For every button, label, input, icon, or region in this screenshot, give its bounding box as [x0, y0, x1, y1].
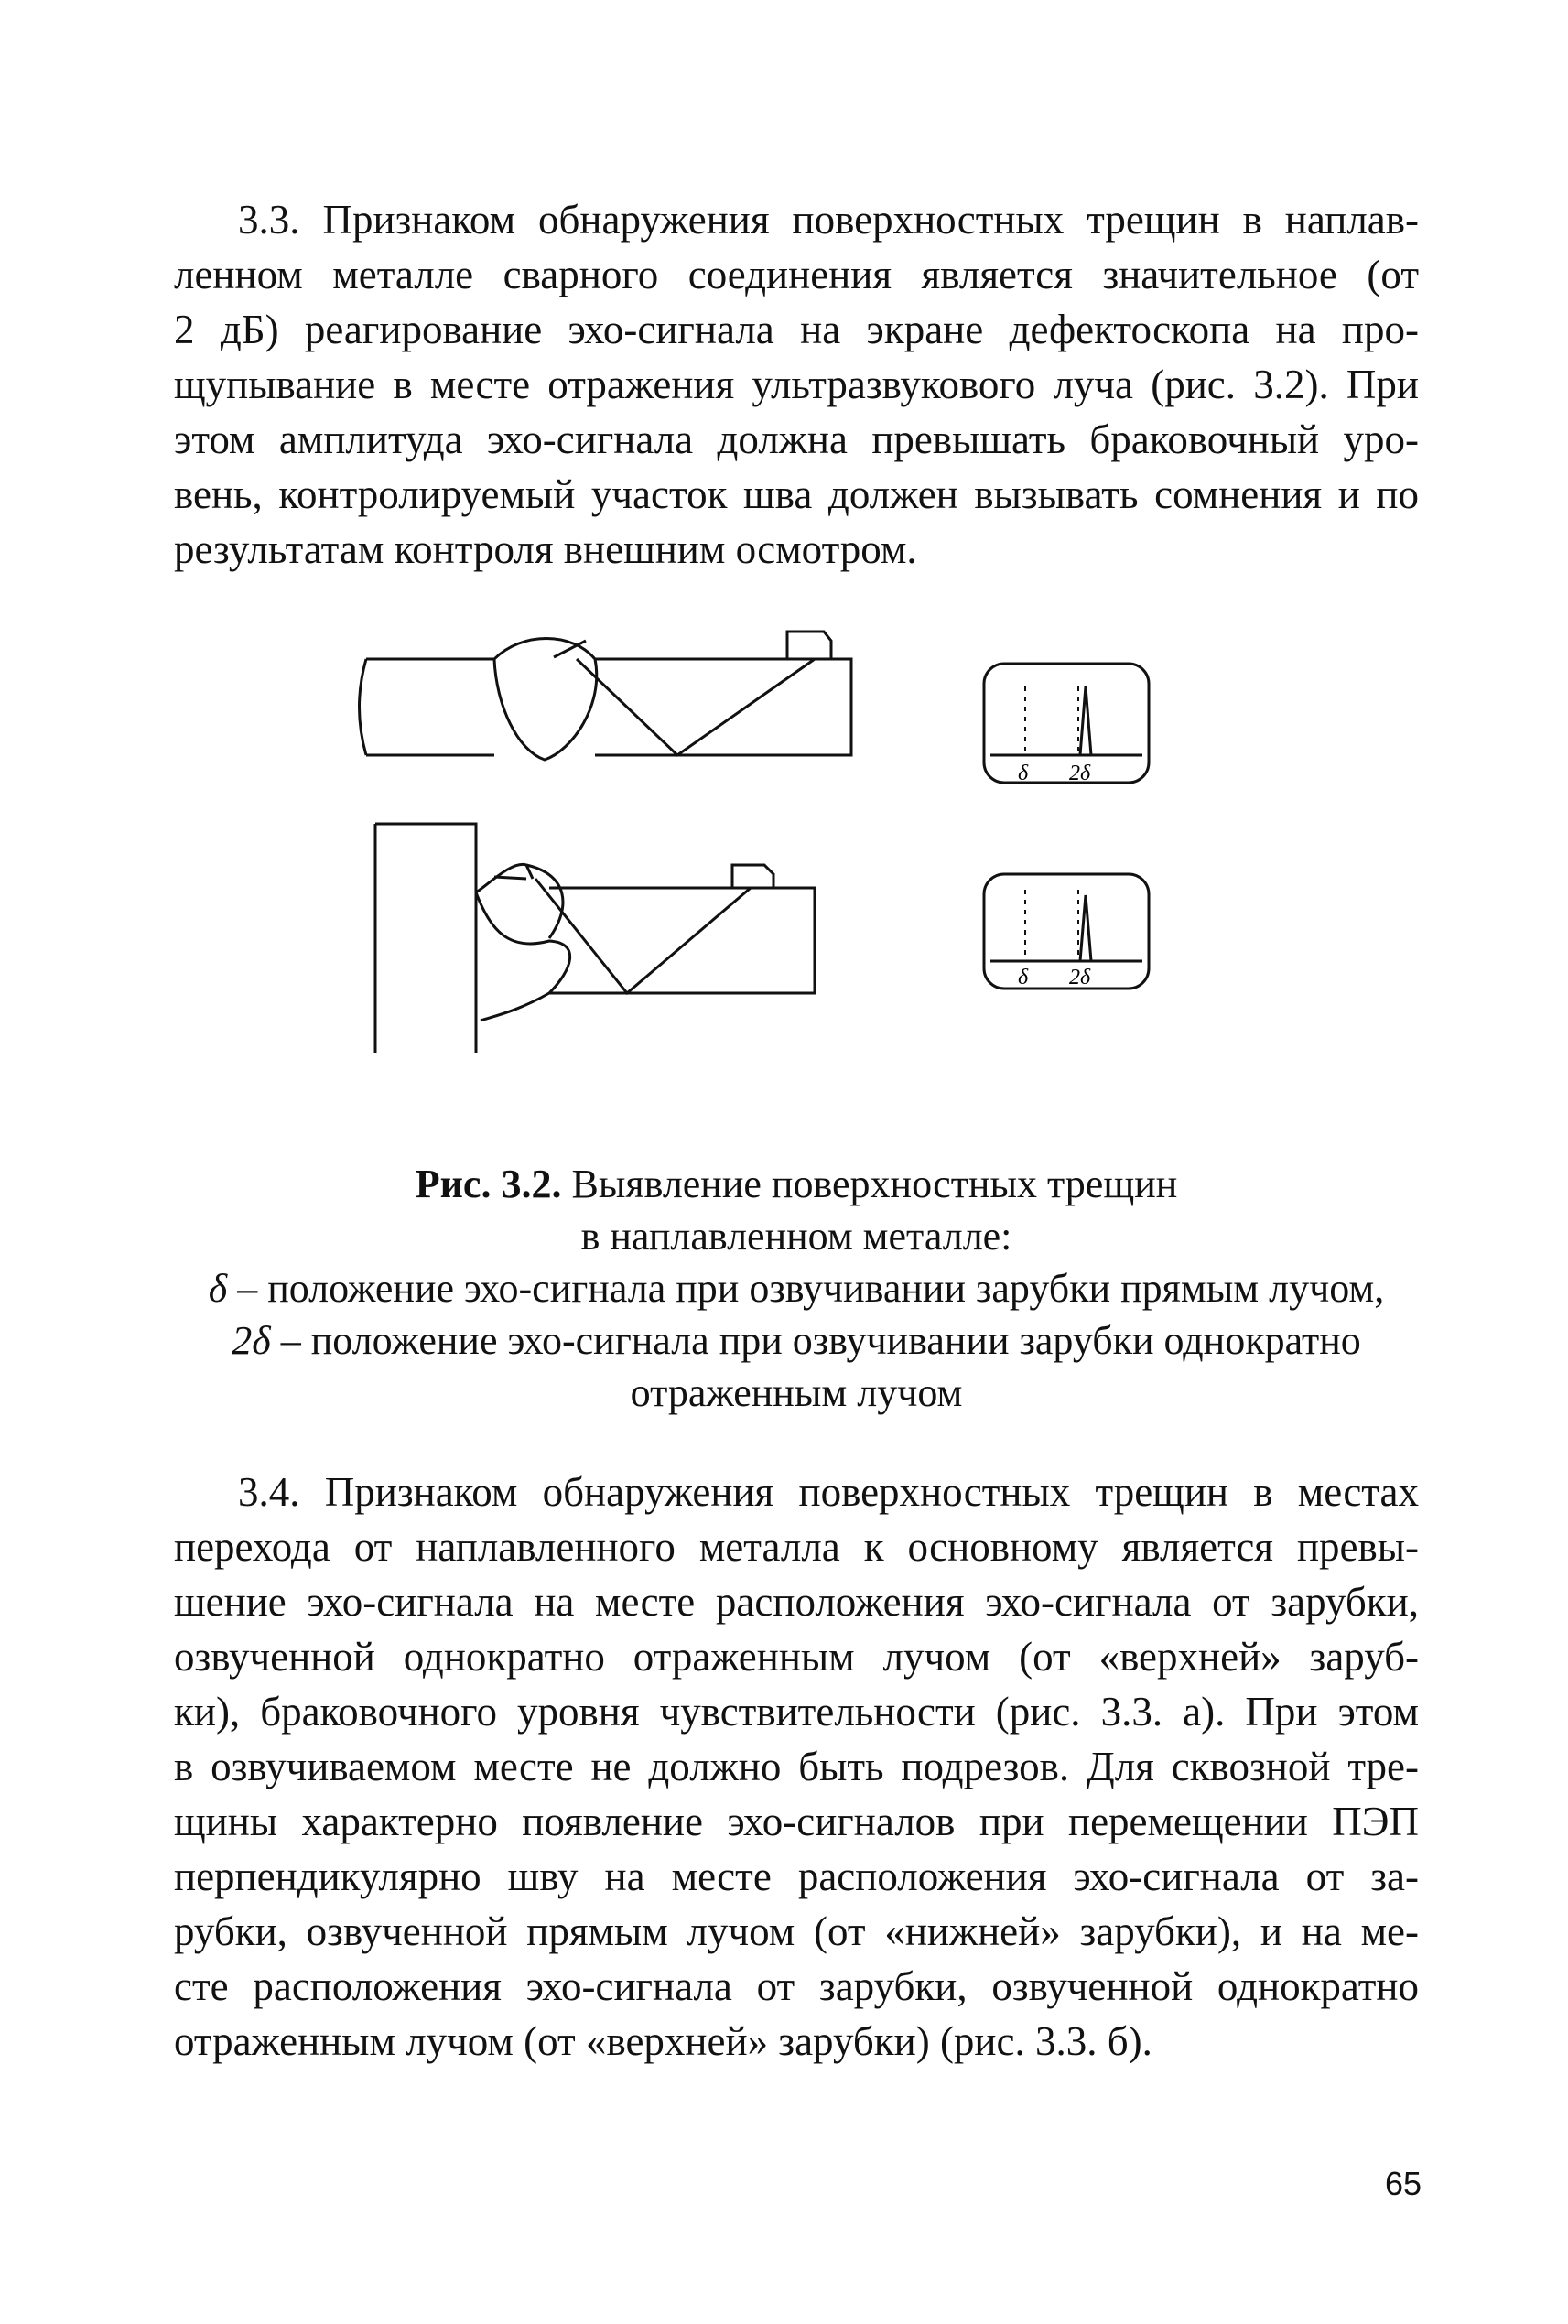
paragraph-line: щупывание в месте отражения ультразвукового луча (рис. 3.2). При [174, 362, 1419, 407]
paragraph-line: вень, контролируемый участок шва должен вызывать сомнения и по [174, 471, 1419, 517]
paragraph-line: перехода от наплавленного металла к основному является превы- [174, 1524, 1419, 1570]
screen-label-delta-bottom: δ [1018, 966, 1029, 989]
caption-title-line-2: в наплавленном металле: [580, 1214, 1012, 1259]
paragraph-line: щины характерно появление эхо-сигналов при перемещении ПЭП [174, 1799, 1419, 1844]
bottom-weld-joint [375, 824, 815, 1053]
top-weld-joint [360, 632, 852, 760]
flaw-detector-screen-top [984, 664, 1149, 783]
figure-caption [174, 1158, 1419, 1419]
paragraph-line: ленном металле сварного соединения является значительное (от [174, 252, 1419, 297]
figure-3-2-diagram [330, 604, 1190, 1080]
paragraph-line: ки), браковочного уровня чувствительности (рис. 3.3. а). При этом [174, 1689, 1419, 1735]
paragraph-line: результатам контроля внешним осмотром. [174, 526, 917, 572]
caption-title-line [174, 1158, 1419, 1210]
caption-item-text: – положение эхо-сигнала при озвучивании зарубки однократно [270, 1318, 1361, 1363]
paragraph-line: 3.3. Признаком обнаружения поверхностных трещин в наплав- [238, 197, 1419, 243]
paragraph-line: 2 дБ) реагирование эхо-сигнала на экране дефектоскопа на про- [174, 307, 1419, 352]
paragraph-line: шение эхо-сигнала на месте расположения эхо-сигнала от зарубки, [174, 1579, 1419, 1625]
screen-label-delta-top: δ [1018, 762, 1029, 785]
screen-label-2delta-bottom: 2δ [1069, 966, 1091, 989]
paragraph-line: рубки, озвученной прямым лучом (от «нижней» зарубки), и на ме- [174, 1908, 1419, 1954]
paragraph-3-3 [174, 192, 1419, 577]
caption-symbol: δ [208, 1266, 228, 1311]
caption-symbol: 2δ [232, 1318, 271, 1363]
paragraph-line: перпендикулярно шву на месте расположения эхо-сигнала от за- [174, 1854, 1419, 1899]
paragraph-line: 3.4. Признаком обнаружения поверхностных трещин в местах [238, 1469, 1419, 1515]
caption-item-delta [174, 1262, 1419, 1314]
caption-item-2delta [174, 1314, 1419, 1367]
caption-item-continuation: отраженным лучом [630, 1370, 963, 1415]
paragraph-line: этом амплитуда эхо-сигнала должна превышать браковочный уро- [174, 416, 1419, 462]
caption-title: Выявление поверхностных трещин [561, 1162, 1178, 1206]
flaw-detector-screen-bottom [984, 874, 1149, 989]
caption-item-text: – положение эхо-сигнала при озвучивании зарубки прямым лучом, [227, 1266, 1385, 1311]
paragraph-line: озвученной однократно отраженным лучом (от «верхней» заруб- [174, 1634, 1419, 1680]
paragraph-3-4 [174, 1465, 1419, 2069]
screen-label-2delta-top: 2δ [1069, 762, 1091, 785]
paragraph-line: сте расположения эхо-сигнала от зарубки, озвученной однократно [174, 1963, 1419, 2009]
page-number: 65 [1384, 2165, 1422, 2202]
caption-label: Рис. 3.2. [415, 1162, 562, 1206]
paragraph-line: в озвучиваемом месте не должно быть подрезов. Для сквозной тре- [174, 1744, 1419, 1789]
paragraph-line: отраженным лучом (от «верхней» зарубки) (рис. 3.3. б). [174, 2018, 1152, 2064]
